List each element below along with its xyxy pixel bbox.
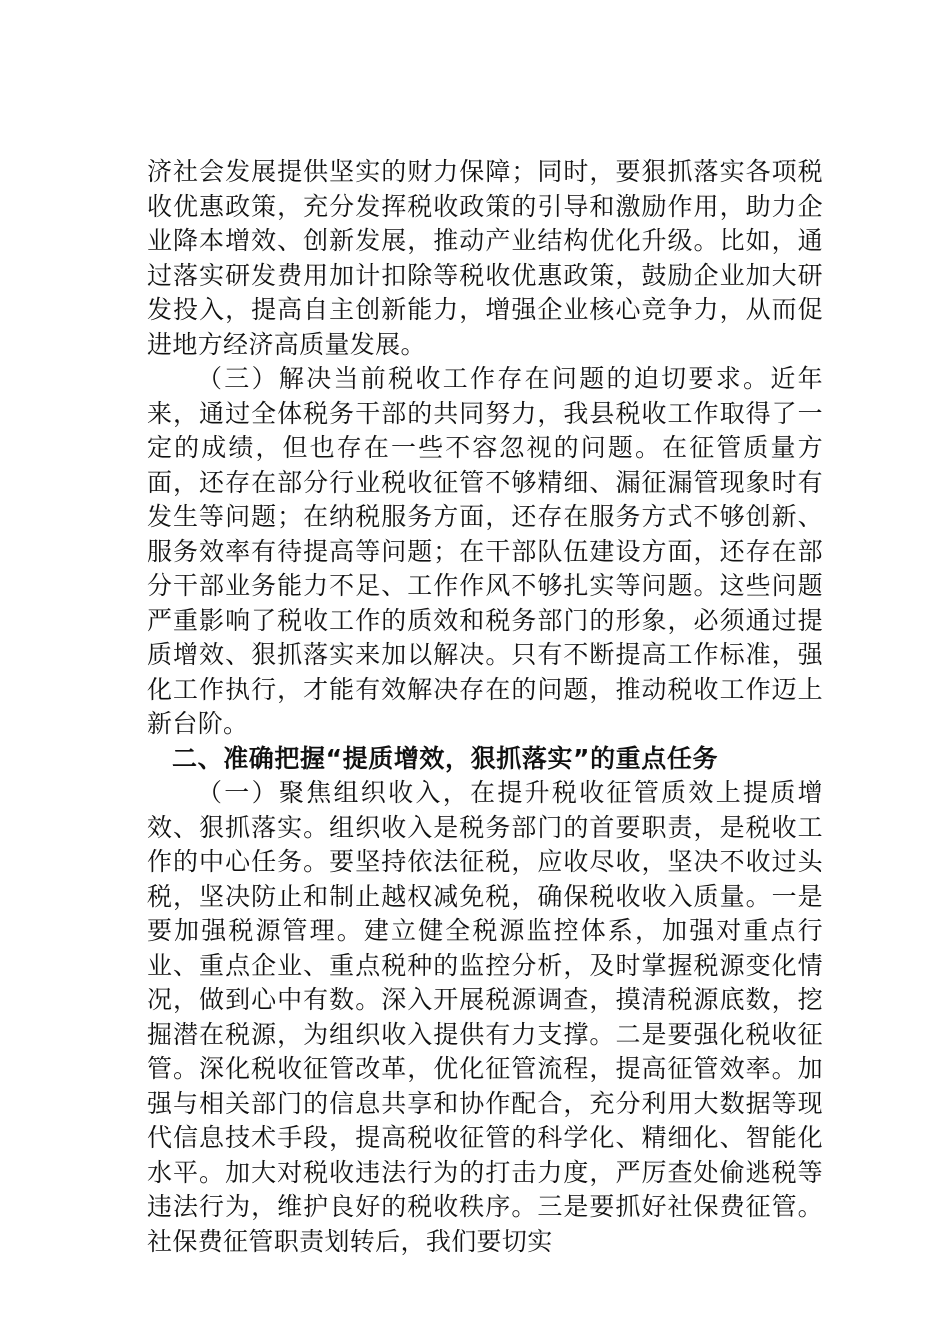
paragraph-section-three: （三）解决当前税收工作存在问题的迫切要求。近年来，通过全体税务干部的共同努力，我县税收工作取得了一定的成绩，但也存在一些不容忽视的问题。在征管质量方面，还存在部分行业税收征管不够精细、漏征漏管现象时有发生等问题；在纳税服务方面，还存在服务方式不够创新、服务效率有待提高等问题；在干部队伍建设方面，还存在部分干部业务能力不足、工作作风不够扎实等问题。这些问题严重影响了税收工作的质效和税务部门的形象，必须通过提质增效、狠抓落实来加以解决。只有不断提高工作标准，强化工作执行，才能有效解决存在的问题，推动税收工作迈上新台阶。 — [147, 364, 823, 738]
paragraph-subsection-one: （一）聚焦组织收入，在提升税收征管质效上提质增效、狠抓落实。组织收入是税务部门的首要职责，是税收工作的中心任务。要坚持依法征税，应收尽收，坚决不收过头税，坚决防止和制止越权减免税，确保税收收入质量。一是要加强税源管理。建立健全税源监控体系，加强对重点行业、重点企业、重点税种的监控分析，及时掌握税源变化情况，做到心中有数。深入开展税源调查，摸清税源底数，挖掘潜在税源，为组织收入提供有力支撑。二是要强化税收征管。深化税收征管改革，优化征管流程，提高征管效率。加强与相关部门的信息共享和协作配合，充分利用大数据等现代信息技术手段，提高税收征管的科学化、精细化、智能化水平。加大对税收违法行为的打击力度，严厉查处偷逃税等违法行为，维护良好的税收秩序。三是要抓好社保费征管。社保费征管职责划转后，我们要切实 — [147, 778, 823, 1256]
document-body — [147, 155, 823, 1259]
section-heading-two: 二、准确把握“提质增效，狠抓落实”的重点任务 — [172, 743, 719, 773]
paragraph-continuation: 济社会发展提供坚实的财力保障；同时，要狠抓落实各项税收优惠政策，充分发挥税收政策的引导和激励作用，助力企业降本增效、创新发展，推动产业结构优化升级。比如，通过落实研发费用加计扣除等税收优惠政策，鼓励企业加大研发投入，提高自主创新能力，增强企业核心竞争力，从而促进地方经济高质量发展。 — [147, 157, 823, 359]
